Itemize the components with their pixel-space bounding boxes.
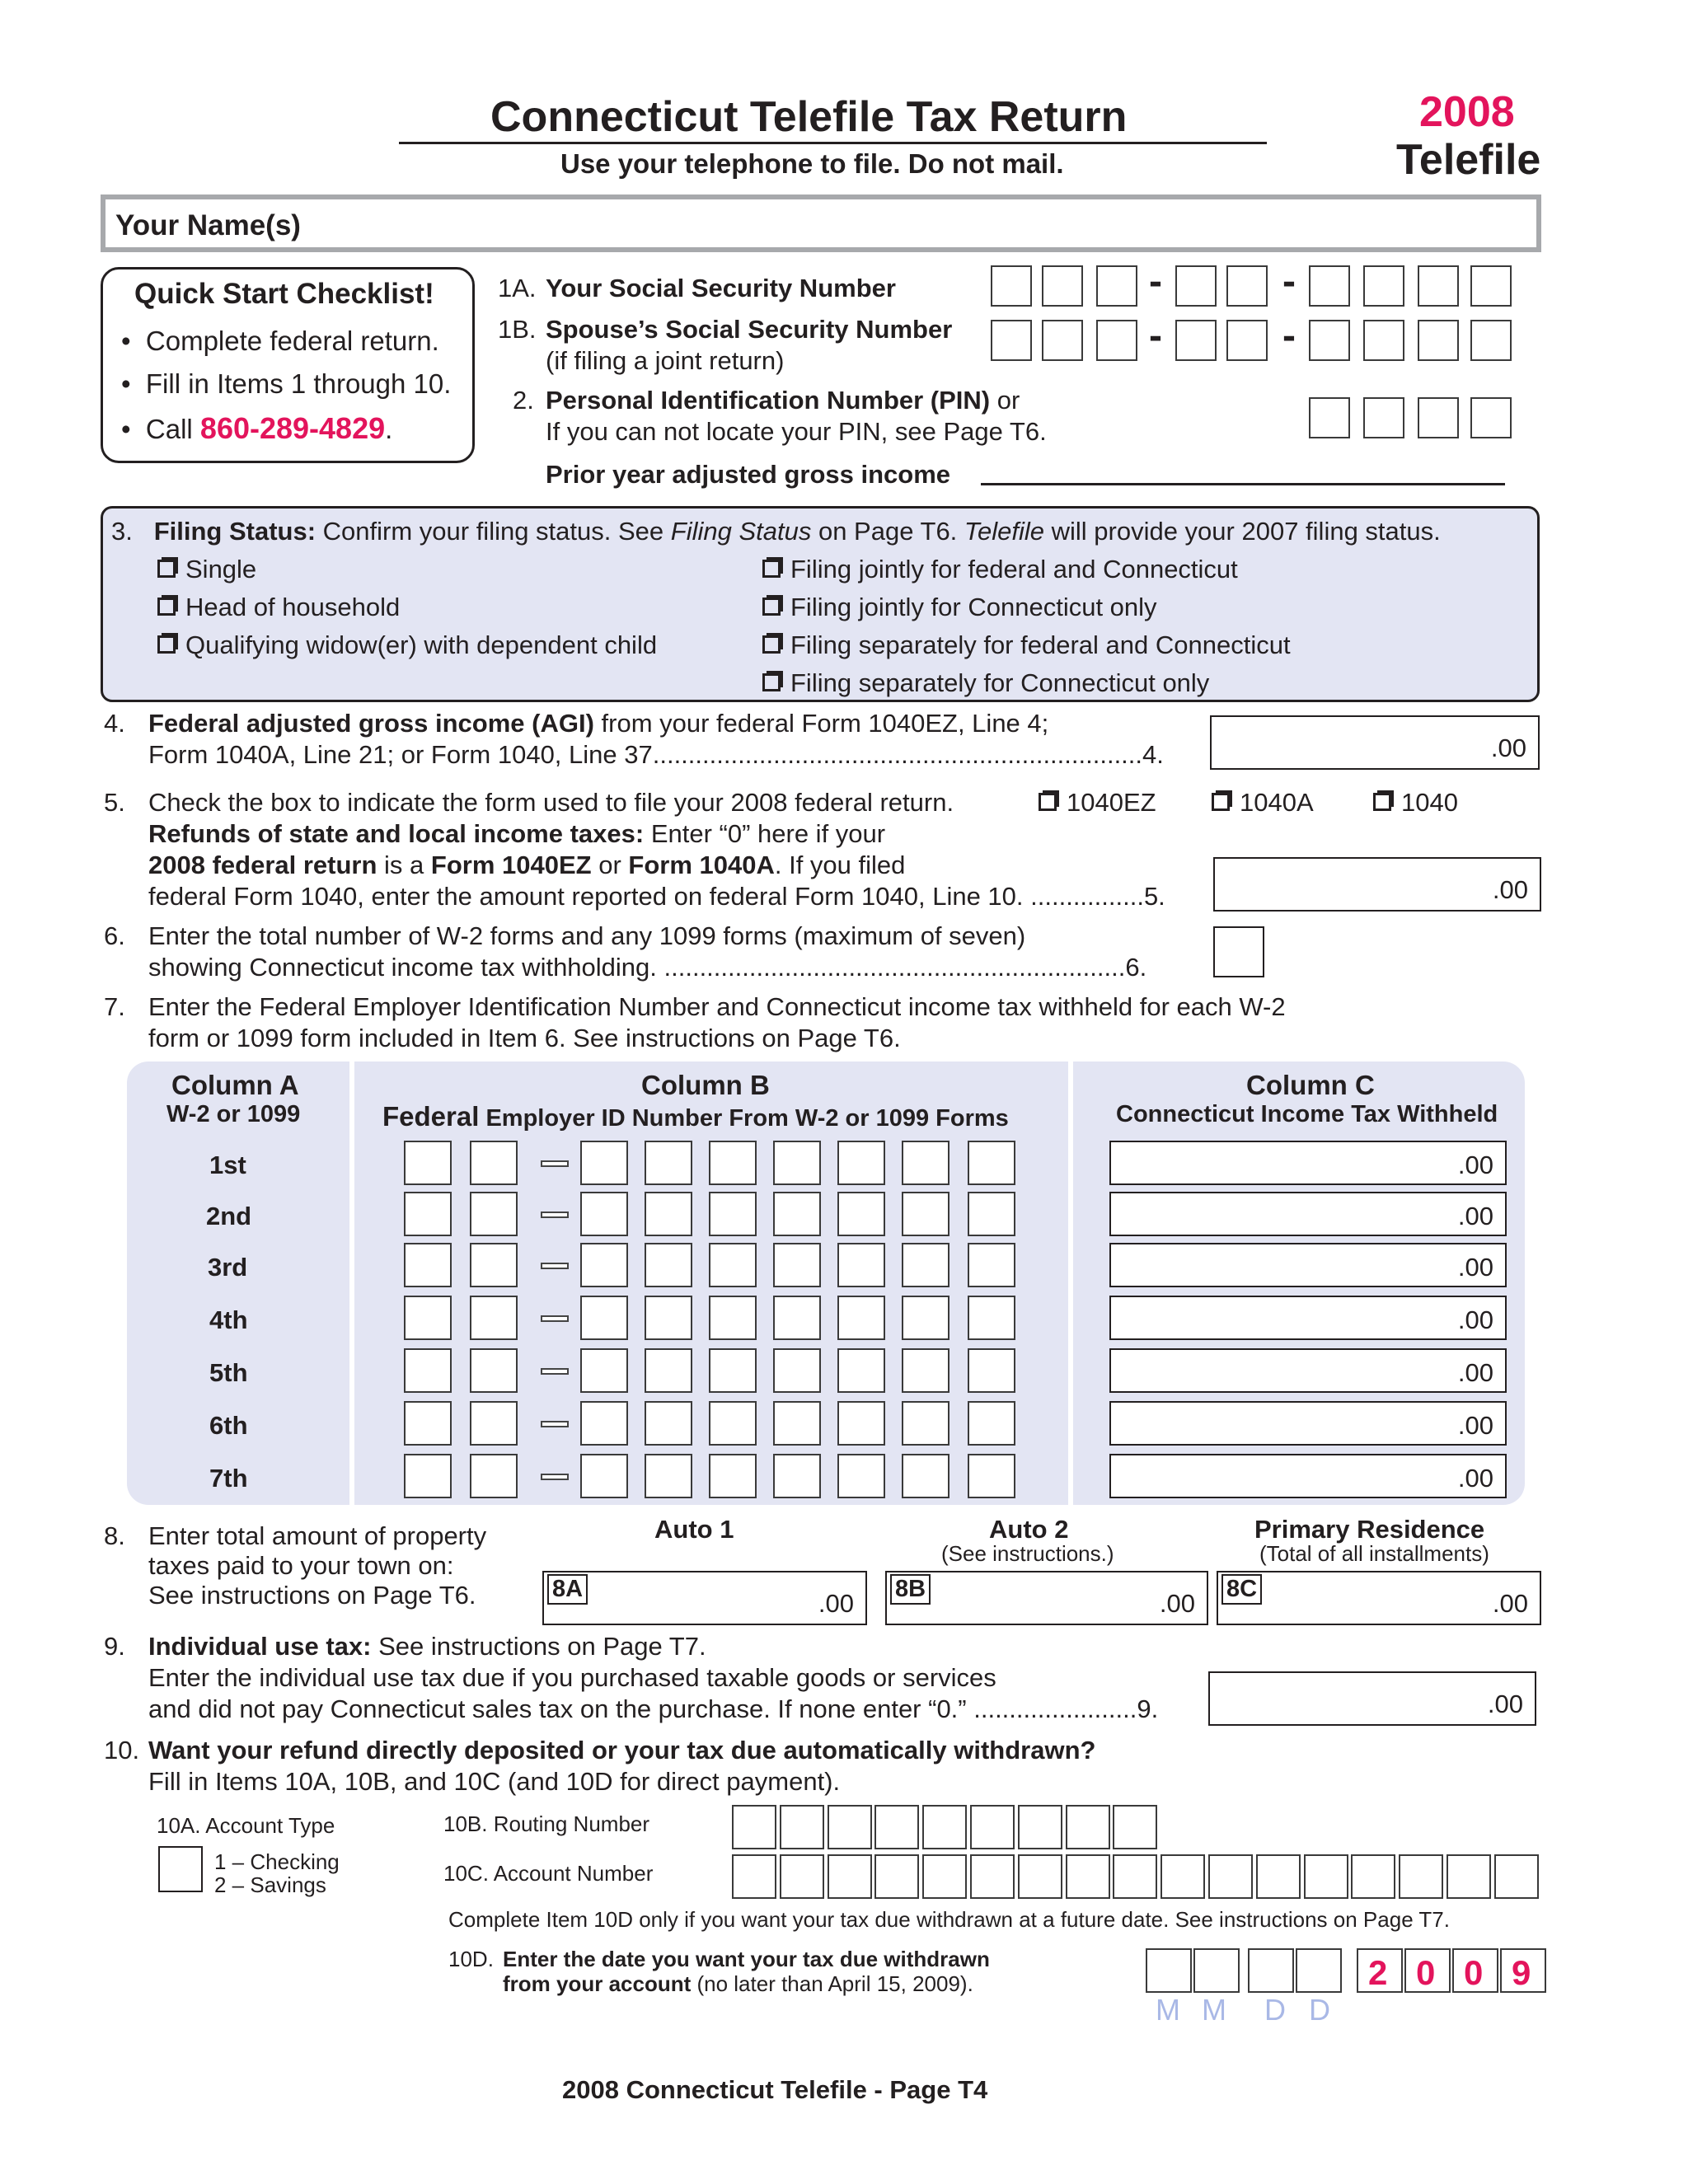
ein-digit-box[interactable]	[902, 1454, 950, 1498]
ein-digit-box[interactable]	[709, 1141, 757, 1185]
ein-digit-box[interactable]	[404, 1401, 452, 1446]
amount-cents: .00	[1490, 733, 1526, 762]
item-8-line3: See instructions on Page T6.	[148, 1581, 476, 1610]
amount-cents: .00	[1487, 1690, 1523, 1718]
item-1b-number: 1B.	[498, 315, 537, 344]
item-6-line2: showing Connecticut income tax withholding. .................................................................6.	[148, 953, 1147, 982]
filing-status-heading: 3. Filing Status: Confirm your filing status. See Filing Status on Page T6. Telefile will provide your 2007 filing status.	[111, 517, 1441, 546]
auto2-subheading: (See instructions.)	[941, 1541, 1114, 1566]
ssn-dash: -	[1149, 314, 1162, 358]
digit-box[interactable]	[874, 1805, 919, 1849]
amount-cents: .00	[1492, 1589, 1528, 1618]
column-c-title: Column C	[1246, 1070, 1375, 1100]
amount-cents: .00	[1457, 1151, 1493, 1179]
prior-agi-label: Prior year adjusted gross income	[546, 460, 951, 489]
date-hint-month: M	[1156, 1993, 1180, 2027]
digit-box[interactable]	[1096, 320, 1137, 361]
digit-box[interactable]	[1309, 265, 1350, 307]
withheld-amount-input[interactable]	[1109, 1348, 1507, 1393]
digit-box[interactable]	[1226, 320, 1268, 361]
digit-box[interactable]	[1418, 397, 1459, 438]
item-4-line2: Form 1040A, Line 21; or Form 1040, Line 37.....................................................................4.	[148, 740, 1164, 769]
account-type-option-savings: 2 – Savings	[214, 1872, 326, 1897]
withheld-amount-input[interactable]	[1109, 1141, 1507, 1185]
item-9-line1: Individual use tax: See instructions on Page T7.	[148, 1632, 706, 1661]
property-tax-auto2-input[interactable]	[885, 1571, 1208, 1625]
digit-box[interactable]	[1351, 1854, 1395, 1899]
ein-digit-box[interactable]	[470, 1401, 518, 1446]
item-1a-number: 1A.	[498, 274, 537, 302]
item-8-line1: Enter total amount of property	[148, 1521, 487, 1550]
withheld-amount-input[interactable]	[1109, 1243, 1507, 1287]
ein-digit-box[interactable]	[837, 1192, 885, 1236]
digit-box[interactable]	[1256, 1854, 1301, 1899]
ein-digit-box[interactable]	[645, 1348, 692, 1393]
ein-digit-box[interactable]	[837, 1401, 885, 1446]
item-8-line2: taxes paid to your town on:	[148, 1551, 454, 1580]
ein-digit-box[interactable]	[645, 1401, 692, 1446]
ein-digit-box[interactable]	[470, 1296, 518, 1340]
filing-option-single[interactable]: Single	[157, 555, 256, 584]
item-8-number: 8.	[104, 1521, 125, 1550]
checkbox[interactable]	[762, 673, 781, 691]
item-1b-label: Spouse’s Social Security Number	[546, 315, 953, 344]
property-tax-auto1-input[interactable]	[542, 1571, 867, 1625]
digit-box[interactable]	[780, 1854, 824, 1899]
ein-digit-box[interactable]	[580, 1401, 628, 1446]
item-10d-note: Complete Item 10D only if you want your tax due withdrawn at a future date. See instructions on Page T7.	[448, 1907, 1450, 1932]
checkbox[interactable]	[762, 560, 781, 578]
item-6-line1: Enter the total number of W-2 forms and any 1099 forms (maximum of seven)	[148, 921, 1026, 950]
digit-box[interactable]	[732, 1854, 776, 1899]
ein-digit-box[interactable]	[968, 1141, 1015, 1185]
account-type-option-checking: 1 – Checking	[214, 1849, 340, 1874]
digit-box[interactable]	[1399, 1854, 1443, 1899]
digit-box[interactable]	[1113, 1805, 1157, 1849]
ein-digit-box[interactable]	[580, 1141, 628, 1185]
ein-digit-box[interactable]	[709, 1243, 757, 1287]
year-digit-box: 0	[1404, 1948, 1451, 1993]
ein-digit-box[interactable]	[968, 1296, 1015, 1340]
checkbox[interactable]	[157, 635, 176, 654]
filing-option-qualifying-widow[interactable]: Qualifying widow(er) with dependent child	[157, 630, 657, 660]
ssn-dash: -	[1282, 314, 1296, 358]
item-10d-line2: from your account (no later than April 15, 2009).	[503, 1971, 973, 1996]
row-label: 7th	[209, 1464, 248, 1493]
digit-box[interactable]	[732, 1805, 776, 1849]
digit-box[interactable]	[970, 1805, 1015, 1849]
item-5-line2: Refunds of state and local income taxes: Enter “0” here if your	[148, 819, 886, 848]
amount-cents: .00	[1457, 1411, 1493, 1440]
quick-start-checklist	[101, 267, 475, 463]
ein-dash	[541, 1368, 569, 1375]
item-5-line1: Check the box to indicate the form used to file your 2008 federal return.	[148, 788, 954, 817]
name-field[interactable]	[101, 194, 1541, 252]
w2-count-input[interactable]	[1213, 926, 1264, 977]
primary-residence-heading: Primary Residence	[1254, 1515, 1485, 1544]
checkbox[interactable]	[1212, 793, 1230, 811]
amount-cents: .00	[1457, 1305, 1493, 1334]
checkbox[interactable]	[762, 635, 781, 654]
page-footer: 2008 Connecticut Telefile - Page T4	[562, 2075, 988, 2104]
item-2-label: Personal Identification Number (PIN) or	[546, 386, 1020, 415]
row-label: 5th	[209, 1358, 248, 1387]
title-rule	[399, 142, 1267, 144]
auto1-heading: Auto 1	[654, 1515, 734, 1544]
ein-dash	[541, 1421, 569, 1427]
ein-digit-box[interactable]	[404, 1141, 452, 1185]
date-hint-day: D	[1264, 1993, 1286, 2027]
checkbox[interactable]	[1039, 793, 1057, 811]
year-digit-box: 2	[1357, 1948, 1403, 1993]
ein-digit-box[interactable]	[837, 1348, 885, 1393]
auto2-heading: Auto 2	[989, 1515, 1069, 1544]
amount-cents: .00	[1159, 1589, 1195, 1618]
amount-cents: .00	[1457, 1358, 1493, 1387]
withheld-amount-input[interactable]	[1109, 1401, 1507, 1446]
ein-digit-box[interactable]	[470, 1348, 518, 1393]
ein-digit-box[interactable]	[968, 1454, 1015, 1498]
filing-option-head-of-household[interactable]: Head of household	[157, 593, 400, 622]
name-field-label: Your Name(s)	[115, 209, 301, 241]
ein-digit-box[interactable]	[645, 1192, 692, 1236]
digit-box[interactable]	[1418, 265, 1459, 307]
ein-digit-box[interactable]	[902, 1401, 950, 1446]
ein-digit-box[interactable]	[837, 1296, 885, 1340]
digit-box[interactable]	[1018, 1854, 1062, 1899]
amount-cents: .00	[1457, 1464, 1493, 1493]
checklist-item: • Call 860-289-4829.	[121, 411, 393, 445]
checklist-title: Quick Start Checklist!	[134, 278, 434, 310]
ein-digit-box[interactable]	[404, 1348, 452, 1393]
ein-digit-box[interactable]	[580, 1454, 628, 1498]
ein-digit-box[interactable]	[470, 1141, 518, 1185]
column-b-title: Column B	[641, 1070, 770, 1100]
digit-box[interactable]	[1309, 320, 1350, 361]
ein-digit-box[interactable]	[404, 1454, 452, 1498]
item-1b-sublabel: (if filing a joint return)	[546, 346, 785, 375]
digit-box[interactable]	[991, 265, 1032, 307]
routing-number-label: 10B. Routing Number	[443, 1811, 650, 1836]
digit-box[interactable]	[1226, 265, 1268, 307]
ein-digit-box[interactable]	[773, 1192, 821, 1236]
withheld-amount-input[interactable]	[1109, 1192, 1507, 1236]
item-7-line1: Enter the Federal Employer Identification Number and Connecticut income tax withheld for each W-2	[148, 992, 1286, 1021]
checkbox[interactable]	[157, 598, 176, 616]
digit-box[interactable]	[1096, 265, 1137, 307]
primary-residence-subheading: (Total of all installments)	[1259, 1541, 1489, 1566]
ein-digit-box[interactable]	[470, 1243, 518, 1287]
item-6-number: 6.	[104, 921, 125, 950]
ein-digit-box[interactable]	[580, 1348, 628, 1393]
row-label: 6th	[209, 1411, 248, 1440]
digit-box[interactable]	[1160, 1854, 1205, 1899]
column-divider	[349, 1062, 354, 1505]
item-1a-label: Your Social Security Number	[546, 274, 896, 302]
ein-digit-box[interactable]	[470, 1454, 518, 1498]
digit-box[interactable]	[1175, 265, 1217, 307]
digit-box[interactable]	[922, 1805, 967, 1849]
ein-digit-box[interactable]	[837, 1454, 885, 1498]
digit-box[interactable]	[1418, 320, 1459, 361]
item-10-line1: Want your refund directly deposited or your tax due automatically withdrawn?	[148, 1736, 1096, 1765]
amount-cents: .00	[1492, 875, 1528, 904]
account-number-label: 10C. Account Number	[443, 1861, 654, 1886]
row-label: 4th	[209, 1305, 248, 1334]
ein-digit-box[interactable]	[837, 1243, 885, 1287]
item-5-number: 5.	[104, 788, 125, 817]
filing-option-joint-federal-ct[interactable]: Filing jointly for federal and Connecticut	[762, 555, 1238, 584]
amount-cents: .00	[818, 1589, 854, 1618]
column-a-subtitle: W-2 or 1099	[166, 1101, 301, 1127]
item-10d-line1: Enter the date you want your tax due withdrawn	[503, 1947, 990, 1971]
item-9-number: 9.	[104, 1632, 125, 1661]
item-2-sublabel: If you can not locate your PIN, see Page T6.	[546, 417, 1047, 446]
digit-box[interactable]	[828, 1854, 872, 1899]
form-option-1040[interactable]: 1040	[1373, 788, 1458, 818]
field-label: 8A	[547, 1574, 588, 1605]
ein-dash	[541, 1263, 569, 1269]
page-subtitle: Use your telephone to file. Do not mail.	[560, 148, 1064, 179]
account-type-label: 10A. Account Type	[157, 1813, 335, 1838]
ein-digit-box[interactable]	[645, 1296, 692, 1340]
column-divider	[1068, 1062, 1073, 1505]
ein-dash	[541, 1315, 569, 1322]
digit-box[interactable]	[1066, 1854, 1110, 1899]
item-10-line2: Fill in Items 10A, 10B, and 10C (and 10D for direct payment).	[148, 1767, 841, 1796]
digit-box[interactable]	[1304, 1854, 1348, 1899]
ein-digit-box[interactable]	[709, 1296, 757, 1340]
telefile-label: Telefile	[1396, 136, 1541, 184]
column-b-subtitle: Federal Employer ID Number From W-2 or 1099 Forms	[382, 1101, 1009, 1132]
ein-digit-box[interactable]	[645, 1141, 692, 1185]
digit-box[interactable]	[828, 1805, 872, 1849]
ein-digit-box[interactable]	[902, 1141, 950, 1185]
digit-box[interactable]	[1447, 1854, 1491, 1899]
checklist-item: • Fill in Items 1 through 10.	[121, 368, 452, 399]
ein-dash	[541, 1212, 569, 1218]
use-tax-input[interactable]	[1208, 1671, 1536, 1726]
item-10d-number: 10D.	[448, 1947, 494, 1971]
ein-digit-box[interactable]	[709, 1401, 757, 1446]
ein-digit-box[interactable]	[902, 1192, 950, 1236]
ein-digit-box[interactable]	[773, 1401, 821, 1446]
withheld-amount-input[interactable]	[1109, 1454, 1507, 1498]
filing-option-separate-federal-ct[interactable]: Filing separately for federal and Connecticut	[762, 630, 1291, 660]
ein-digit-box[interactable]	[902, 1243, 950, 1287]
ssn-dash: -	[1282, 260, 1296, 303]
withheld-amount-input[interactable]	[1109, 1296, 1507, 1340]
ssn-dash: -	[1149, 260, 1162, 303]
digit-box[interactable]	[1470, 397, 1512, 438]
ein-digit-box[interactable]	[580, 1192, 628, 1236]
ein-digit-box[interactable]	[773, 1454, 821, 1498]
ein-digit-box[interactable]	[968, 1192, 1015, 1236]
ein-digit-box[interactable]	[968, 1243, 1015, 1287]
ein-digit-box[interactable]	[773, 1141, 821, 1185]
date-hint-month: M	[1202, 1993, 1226, 2027]
ein-digit-box[interactable]	[968, 1401, 1015, 1446]
item-5-line4: federal Form 1040, enter the amount reported on federal Form 1040, Line 10. ................5.	[148, 882, 1165, 911]
ein-digit-box[interactable]	[404, 1243, 452, 1287]
checkbox[interactable]	[157, 560, 176, 578]
checklist-item: • Complete federal return.	[121, 326, 439, 356]
year-digit-box: 0	[1452, 1948, 1498, 1993]
prior-agi-input[interactable]	[981, 483, 1505, 485]
day-digit-box[interactable]	[1248, 1948, 1294, 1993]
year-digit-box: 9	[1500, 1948, 1546, 1993]
property-tax-residence-input[interactable]	[1217, 1571, 1541, 1625]
digit-box[interactable]	[1470, 320, 1512, 361]
digit-box[interactable]	[1042, 265, 1083, 307]
ein-digit-box[interactable]	[968, 1348, 1015, 1393]
amount-cents: .00	[1457, 1202, 1493, 1230]
digit-box[interactable]	[922, 1854, 967, 1899]
digit-box[interactable]	[1066, 1805, 1110, 1849]
digit-box[interactable]	[1175, 320, 1217, 361]
digit-box[interactable]	[1470, 265, 1512, 307]
item-7-number: 7.	[104, 992, 125, 1021]
month-digit-box[interactable]	[1193, 1948, 1240, 1993]
digit-box[interactable]	[1042, 320, 1083, 361]
ein-digit-box[interactable]	[580, 1243, 628, 1287]
item-2-number: 2.	[513, 386, 534, 415]
digit-box[interactable]	[1363, 265, 1404, 307]
item-9-line3: and did not pay Connecticut sales tax on the purchase. If none enter “0.” .......................9.	[148, 1694, 1159, 1723]
digit-box[interactable]	[1363, 320, 1404, 361]
digit-box[interactable]	[1309, 397, 1350, 438]
checkbox[interactable]	[1373, 793, 1391, 811]
form-option-1040a[interactable]: 1040A	[1212, 788, 1314, 818]
ein-digit-box[interactable]	[837, 1141, 885, 1185]
ein-digit-box[interactable]	[902, 1348, 950, 1393]
ein-dash	[541, 1160, 569, 1167]
tax-year: 2008	[1419, 88, 1515, 136]
filing-option-separate-ct[interactable]: Filing separately for Connecticut only	[762, 668, 1209, 698]
filing-status-panel	[101, 506, 1540, 702]
item-5-line3: 2008 federal return is a Form 1040EZ or Form 1040A. If you filed	[148, 851, 906, 879]
column-a-title: Column A	[171, 1070, 299, 1100]
phone-number[interactable]: 860-289-4829	[199, 411, 386, 445]
digit-box[interactable]	[1494, 1854, 1539, 1899]
row-label: 1st	[209, 1151, 246, 1179]
ein-dash	[541, 1474, 569, 1480]
checkbox[interactable]	[762, 598, 781, 616]
ein-digit-box[interactable]	[902, 1296, 950, 1340]
item-9-line2: Enter the individual use tax due if you purchased taxable goods or services	[148, 1663, 996, 1692]
ein-digit-box[interactable]	[709, 1192, 757, 1236]
digit-box[interactable]	[1018, 1805, 1062, 1849]
digit-box[interactable]	[874, 1854, 919, 1899]
column-c-subtitle: Connecticut Income Tax Withheld	[1116, 1101, 1498, 1127]
account-type-input[interactable]	[158, 1846, 203, 1892]
filing-option-joint-ct[interactable]: Filing jointly for Connecticut only	[762, 593, 1157, 622]
field-label: 8C	[1221, 1574, 1262, 1605]
digit-box[interactable]	[1363, 397, 1404, 438]
ein-digit-box[interactable]	[709, 1454, 757, 1498]
field-label: 8B	[890, 1574, 931, 1605]
ein-digit-box[interactable]	[773, 1296, 821, 1340]
month-digit-box[interactable]	[1146, 1948, 1192, 1993]
tax-refunds-input[interactable]	[1213, 857, 1541, 912]
digit-box[interactable]	[1113, 1854, 1157, 1899]
digit-box[interactable]	[780, 1805, 824, 1849]
ein-digit-box[interactable]	[580, 1296, 628, 1340]
ein-digit-box[interactable]	[404, 1192, 452, 1236]
agi-input[interactable]	[1210, 715, 1540, 770]
ein-digit-box[interactable]	[773, 1348, 821, 1393]
ein-digit-box[interactable]	[773, 1243, 821, 1287]
row-label: 3rd	[208, 1253, 248, 1282]
digit-box[interactable]	[1208, 1854, 1253, 1899]
amount-cents: .00	[1457, 1253, 1493, 1282]
page-title: Connecticut Telefile Tax Return	[490, 93, 1128, 141]
digit-box[interactable]	[991, 320, 1032, 361]
item-4-number: 4.	[104, 709, 125, 738]
item-4-line1: Federal adjusted gross income (AGI) from your federal Form 1040EZ, Line 4;	[148, 709, 1049, 738]
item-7-line2: form or 1099 form included in Item 6. See instructions on Page T6.	[148, 1024, 901, 1052]
ein-digit-box[interactable]	[645, 1454, 692, 1498]
day-digit-box[interactable]	[1296, 1948, 1342, 1993]
form-option-1040ez[interactable]: 1040EZ	[1039, 788, 1156, 818]
ein-digit-box[interactable]	[645, 1243, 692, 1287]
ein-digit-box[interactable]	[404, 1296, 452, 1340]
digit-box[interactable]	[970, 1854, 1015, 1899]
ein-digit-box[interactable]	[470, 1192, 518, 1236]
item-10-number: 10.	[104, 1736, 140, 1765]
date-hint-day: D	[1309, 1993, 1330, 2027]
row-label: 2nd	[206, 1202, 252, 1230]
ein-digit-box[interactable]	[709, 1348, 757, 1393]
